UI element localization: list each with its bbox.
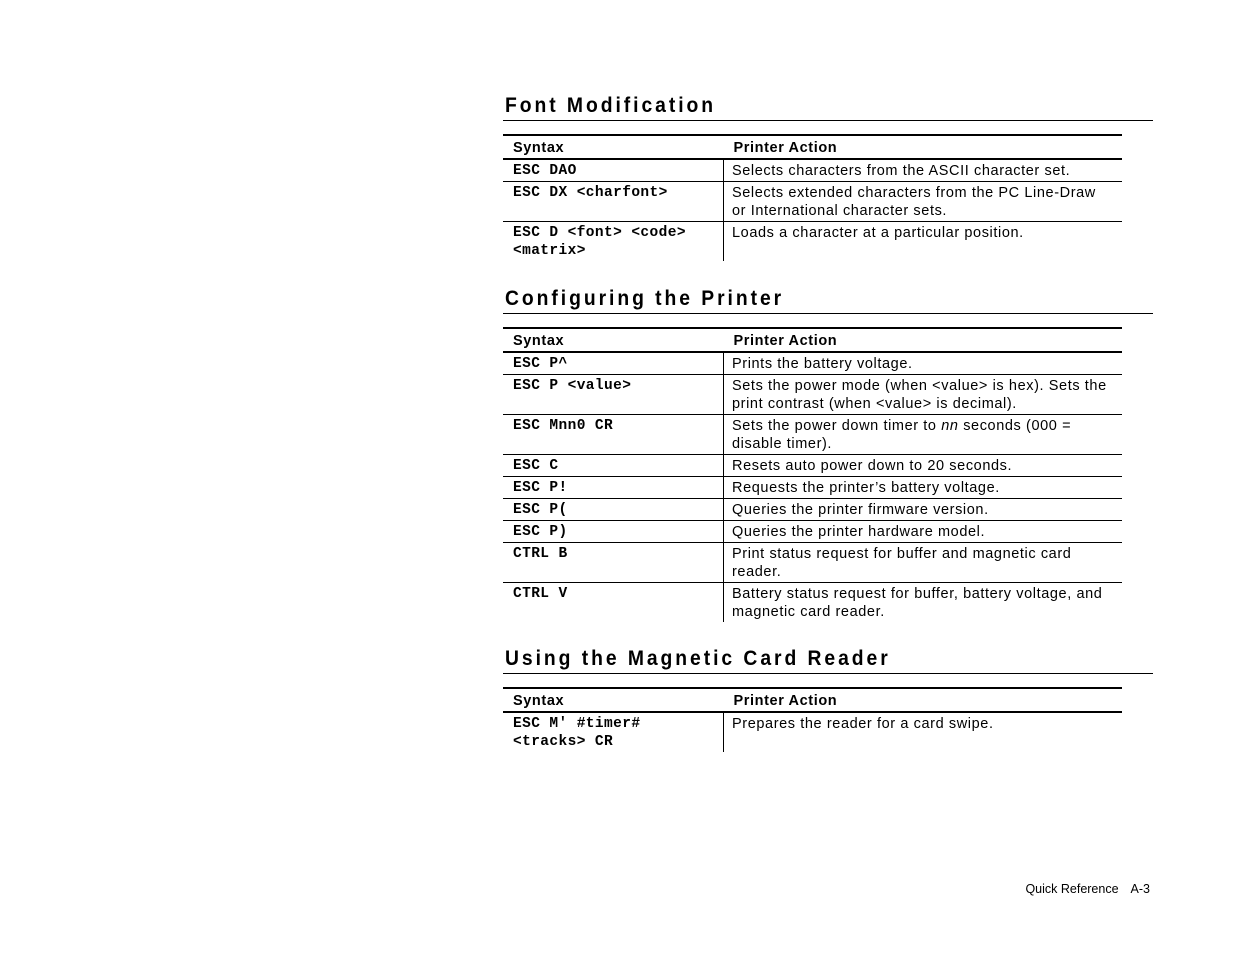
- command-table: [503, 327, 1122, 622]
- table-header-row: [503, 135, 1122, 159]
- action-cell: Sets the power mode (when <value> is hex). Sets the print contrast (when <value> is decimal).: [724, 375, 1123, 415]
- table-row: [503, 352, 1122, 375]
- action-cell: Queries the printer firmware version.: [724, 499, 1123, 521]
- action-header: Printer Action: [724, 328, 1123, 352]
- syntax-cell: ESC P^: [503, 352, 724, 375]
- action-cell: Queries the printer hardware model.: [724, 521, 1123, 543]
- syntax-header: Syntax: [503, 135, 724, 159]
- syntax-cell: ESC Mnn0 CR: [503, 415, 724, 455]
- action-cell: Loads a character at a particular position.: [732, 225, 1024, 241]
- syntax-cell: ESC M' #timer# <tracks> CR: [503, 712, 724, 752]
- action-cell: Print status request for buffer and magnetic card reader.: [724, 543, 1123, 583]
- action-cell: Battery status request for buffer, battery voltage, and magnetic card reader.: [732, 586, 1103, 620]
- section-title: Configuring the Printer: [505, 287, 785, 310]
- action-cell: Requests the printer’s battery voltage.: [724, 477, 1123, 499]
- action-header: Printer Action: [724, 135, 1123, 159]
- table-row: [503, 477, 1122, 499]
- table-row: [503, 583, 1122, 623]
- page-number: A-3: [1130, 882, 1150, 896]
- action-emphasis: nn: [941, 418, 959, 434]
- table-row: [503, 455, 1122, 477]
- footer-label: Quick Reference: [1025, 882, 1119, 896]
- action-header: Printer Action: [724, 688, 1123, 712]
- action-text: seconds (000 = disable timer).: [732, 418, 1072, 452]
- table-row: [503, 182, 1122, 222]
- command-table: [503, 134, 1122, 261]
- syntax-cell: ESC P!: [503, 477, 724, 499]
- table-header-row: [503, 688, 1122, 712]
- section-font-modification: [503, 94, 1153, 261]
- syntax-cell: ESC D <font> <code> <matrix>: [503, 222, 724, 262]
- syntax-cell: ESC P(: [503, 499, 724, 521]
- action-cell: Resets auto power down to 20 seconds.: [724, 455, 1123, 477]
- section-configuring-printer: [503, 287, 1153, 622]
- syntax-header: Syntax: [503, 688, 724, 712]
- table-row: [503, 415, 1122, 455]
- action-cell: Prepares the reader for a card swipe.: [732, 716, 994, 732]
- syntax-cell: ESC P <value>: [503, 375, 724, 415]
- action-cell: Selects extended characters from the PC Line-Draw or International character sets.: [724, 182, 1123, 222]
- syntax-header: Syntax: [503, 328, 724, 352]
- syntax-cell: CTRL V: [503, 583, 724, 623]
- title-rule: [503, 313, 1153, 314]
- action-cell: Prints the battery voltage.: [724, 352, 1123, 375]
- syntax-cell: ESC DAO: [503, 159, 724, 182]
- action-cell: [724, 415, 1123, 455]
- section-title: Font Modification: [505, 94, 717, 117]
- page-footer: [1025, 882, 1150, 896]
- syntax-cell: ESC P): [503, 521, 724, 543]
- action-cell: Selects characters from the ASCII character set.: [724, 159, 1123, 182]
- table-header-row: [503, 328, 1122, 352]
- table-row: [503, 543, 1122, 583]
- table-row: [503, 222, 1122, 262]
- syntax-cell: ESC DX <charfont>: [503, 182, 724, 222]
- table-row: [503, 375, 1122, 415]
- title-rule: [503, 673, 1153, 674]
- syntax-cell: CTRL B: [503, 543, 724, 583]
- command-table: [503, 687, 1122, 752]
- section-magnetic-card-reader: [503, 647, 1153, 752]
- table-row: [503, 499, 1122, 521]
- table-row: [503, 159, 1122, 182]
- section-title: Using the Magnetic Card Reader: [505, 647, 891, 670]
- table-row: [503, 521, 1122, 543]
- syntax-cell: ESC C: [503, 455, 724, 477]
- title-rule: [503, 120, 1153, 121]
- action-text: Sets the power down timer to: [732, 418, 942, 434]
- table-row: [503, 712, 1122, 752]
